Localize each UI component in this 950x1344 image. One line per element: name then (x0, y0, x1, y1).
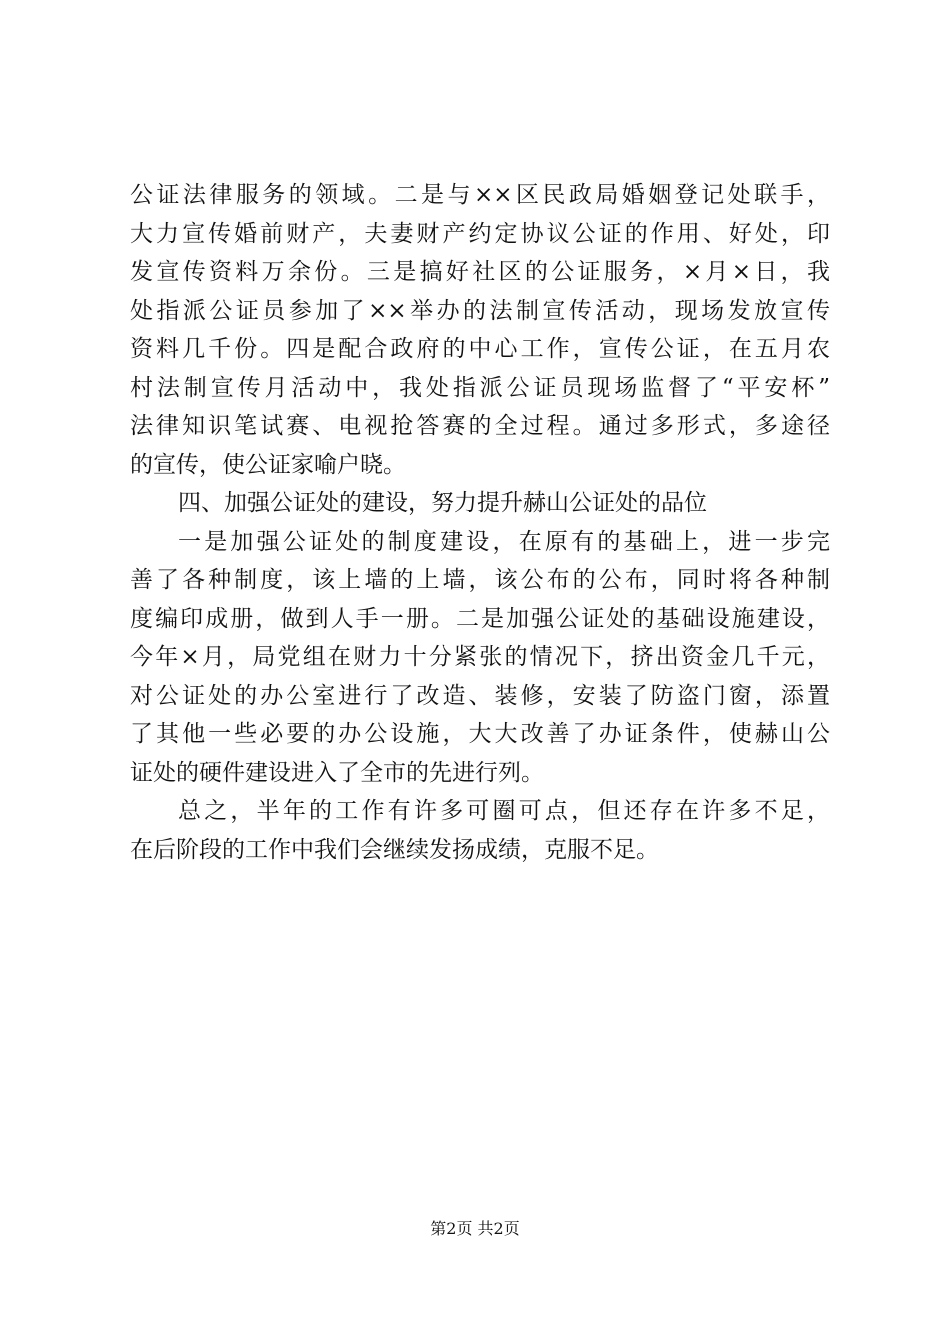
text-line: 的宣传，使公证家喻户晓。 (130, 451, 406, 478)
text-line: 对公证处的办公室进行了改造、装修，安装了防盗门窗，添置 (130, 682, 830, 709)
text-line: 资料几千份。四是配合政府的中心工作，宣传公证，在五月农 (130, 336, 830, 362)
document-body (130, 176, 830, 869)
text-line: 法律知识笔试赛、电视抢答赛的全过程。通过多形式，多途径 (130, 413, 830, 439)
paragraph-conclusion (130, 792, 830, 869)
text-line: 善了各种制度，该上墙的上墙，该公布的公布，同时将各种制 (130, 567, 830, 593)
text-line: 证处的硬件建设进入了全市的先进行列。 (130, 759, 544, 786)
text-line: 处指派公证员参加了××举办的法制宣传活动，现场发放宣传 (130, 297, 830, 324)
text-line: 大力宣传婚前财产，夫妻财产约定协议公证的作用、好处，印 (130, 220, 830, 247)
text-line: 一是加强公证处的制度建设，在原有的基础上，进一步完 (178, 528, 830, 555)
text-line: 今年×月，局党组在财力十分紧张的情况下，挤出资金几千元， (130, 644, 830, 670)
text-line: 了其他一些必要的办公设施，大大改善了办证条件，使赫山公 (130, 721, 830, 747)
text-line: 村法制宣传月活动中，我处指派公证员现场监督了“平安杯” (130, 374, 830, 401)
section-heading-text: 四、加强公证处的建设，努力提升赫山公证处的品位 (178, 490, 707, 516)
section-heading-4 (130, 484, 830, 523)
text-line: 发宣传资料万余份。三是搞好社区的公证服务，×月×日，我 (130, 259, 830, 285)
page-number-footer: 第2页 共2页 (430, 1219, 520, 1238)
text-line: 度编印成册，做到人手一册。二是加强公证处的基础设施建设， (130, 605, 830, 632)
paragraph-notary-publicity (130, 176, 830, 484)
text-line: 在后阶段的工作中我们会继续发扬成绩，克服不足。 (130, 836, 659, 863)
text-line: 总之，半年的工作有许多可圈可点，但还存在许多不足， (178, 798, 830, 824)
text-line: 公证法律服务的领域。二是与××区民政局婚姻登记处联手， (130, 182, 830, 208)
paragraph-office-construction (130, 523, 830, 793)
